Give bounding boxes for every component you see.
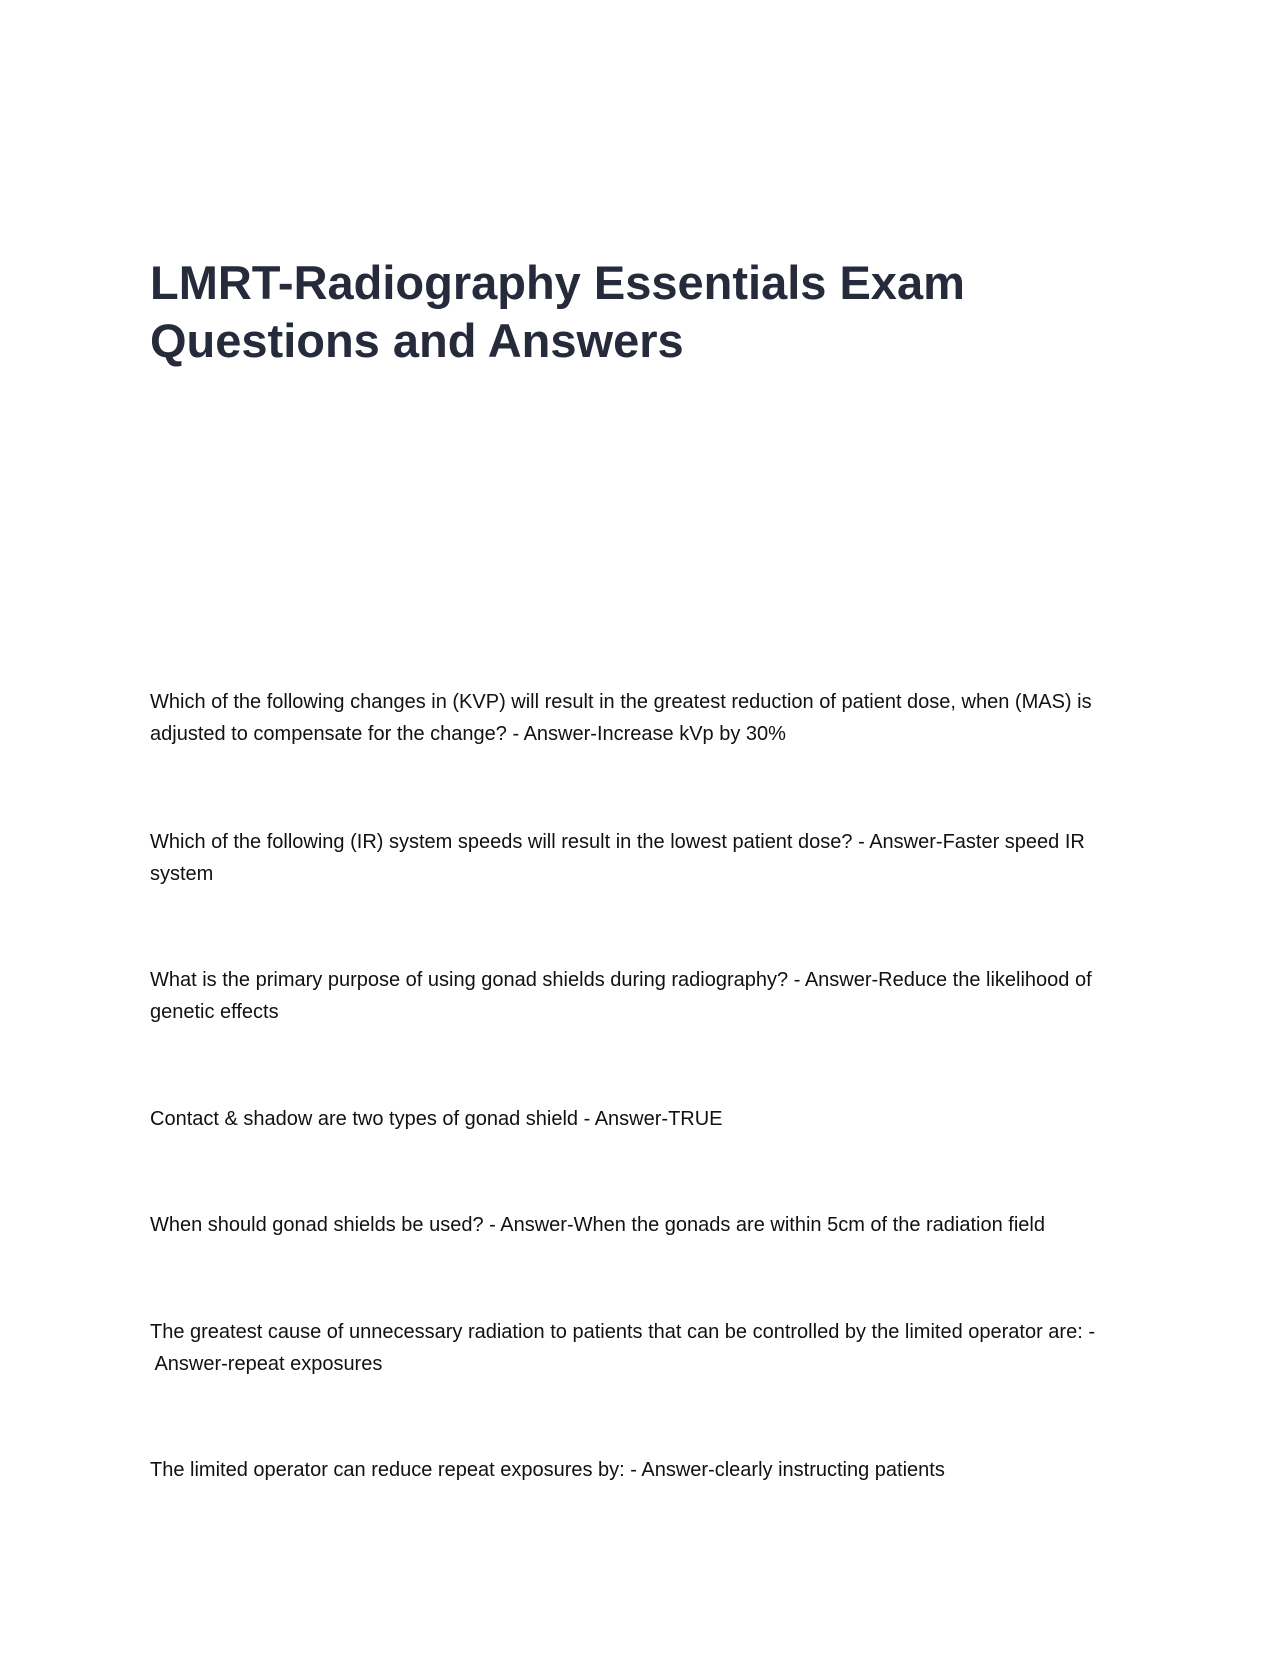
qa-item [150,1454,1140,1486]
answer-text: Answer-repeat exposures [154,1353,383,1375]
question-text: When should gonad shields be used? - [150,1214,496,1236]
answer-text: Answer-Faster speed IR system [150,831,1085,885]
question-text: Which of the following (IR) system speeds will result in the lowest patient dose? - [150,831,865,853]
qa-item [150,826,1140,890]
question-text: The greatest cause of unnecessary radiation to patients that can be controlled by the limited operator are: - [150,1321,1095,1343]
qa-item [150,686,1140,750]
question-text: Contact & shadow are two types of gonad shield - [150,1108,591,1130]
answer-text: Answer-Increase kVp by 30% [523,723,786,745]
qa-item [150,964,1140,1028]
question-text: What is the primary purpose of using gonad shields during radiography? - [150,969,801,991]
question-text: The limited operator can reduce repeat exposures by: - [150,1459,637,1481]
question-text: Which of the following changes in (KVP) will result in the greatest reduction of patient dose, when (MAS) is adjusted to compensate for the change? - [150,691,1092,745]
answer-text: Answer-clearly instructing patients [641,1459,945,1481]
qa-item [150,1103,1140,1135]
document-title: LMRT-Radiography Essentials Exam Questions and Answers [150,256,965,367]
qa-item [150,1316,1140,1380]
answer-text: Answer-When the gonads are within 5cm of the radiation field [500,1214,1045,1236]
qa-item [150,1209,1140,1241]
answer-text: Answer-TRUE [594,1108,723,1130]
answer-text: Answer-Reduce the likelihood of genetic effects [150,969,1092,1023]
